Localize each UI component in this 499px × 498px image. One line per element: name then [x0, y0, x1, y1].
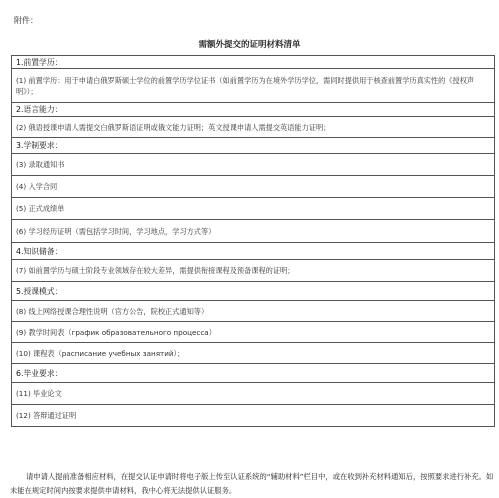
section-heading-language: 2.语言能力：	[12, 103, 495, 117]
item-row	[12, 69, 495, 103]
item-class-timetable: (10) 课程表（расписание учебных занятий）；	[12, 343, 495, 364]
item-row	[12, 220, 495, 243]
section-heading-graduation: 6.毕业要求：	[12, 364, 495, 383]
section-row	[12, 243, 495, 260]
item-admission-letter: (3) 录取通知书	[12, 154, 495, 176]
item-online-teaching: (8) 线上网络授课合理性说明（官方公告，院校正式通知等）	[12, 301, 495, 322]
section-row	[12, 56, 495, 69]
section-heading-knowledge: 4.知识储备：	[12, 243, 495, 260]
section-heading-study-system: 3.学制要求：	[12, 138, 495, 154]
document-title: 需额外提交的证明材料清单	[198, 40, 301, 50]
materials-table	[11, 55, 495, 427]
section-row	[12, 138, 495, 154]
item-defense-proof: (12) 答辩通过证明	[12, 405, 495, 427]
section-row	[12, 364, 495, 383]
item-row	[12, 383, 495, 405]
section-row	[12, 103, 495, 117]
section-heading-teaching-mode: 5.授课模式：	[12, 282, 495, 301]
section-heading-prior-degree: 1.前置学历：	[12, 56, 495, 69]
section-row	[12, 282, 495, 301]
item-enrollment-contract: (4) 入学合同	[12, 176, 495, 198]
item-thesis: (11) 毕业论文	[12, 383, 495, 405]
item-row	[12, 260, 495, 282]
item-language-proof: (2) 俄语授课申请人需提交白俄罗斯语证明或俄文能力证明；英文授课申请人需提交英语能力证明；	[12, 117, 495, 138]
item-row	[12, 322, 495, 343]
item-study-record: (6) 学习经历证明（需包括学习时间，学习地点，学习方式等）	[12, 220, 495, 243]
footer-note: 请申请人提前准备相应材料，在提交认证申请时将电子版上传至认证系统的“辅助材料”栏目中，或在收到补充材料通知后，按照要求进行补充。如未能在规定时间内按要求提供申请材料，我中心将无法提供认证服务。	[10, 472, 494, 495]
item-row	[12, 176, 495, 198]
item-row	[12, 198, 495, 220]
attachment-label: 附件：	[14, 16, 38, 25]
item-row	[12, 343, 495, 364]
item-bridging-courses: (7) 如前置学历与硕士阶段专业领域存在较大差异，需提供衔接课程及预备课程的证明；	[12, 260, 495, 282]
item-teaching-schedule: (9) 教学时间表（график образовательного процесса）	[12, 322, 495, 343]
item-row	[12, 405, 495, 427]
item-transcript: (5) 正式成绩单	[12, 198, 495, 220]
item-row	[12, 117, 495, 138]
item-row	[12, 301, 495, 322]
item-prior-degree: (1) 前置学历：用于申请白俄罗斯硕士学位的前置学历学位证书（如前置学历为在境外学历学位，需同时提供用于核查前置学历真实性的《授权声明》）；	[12, 69, 495, 103]
item-row	[12, 154, 495, 176]
